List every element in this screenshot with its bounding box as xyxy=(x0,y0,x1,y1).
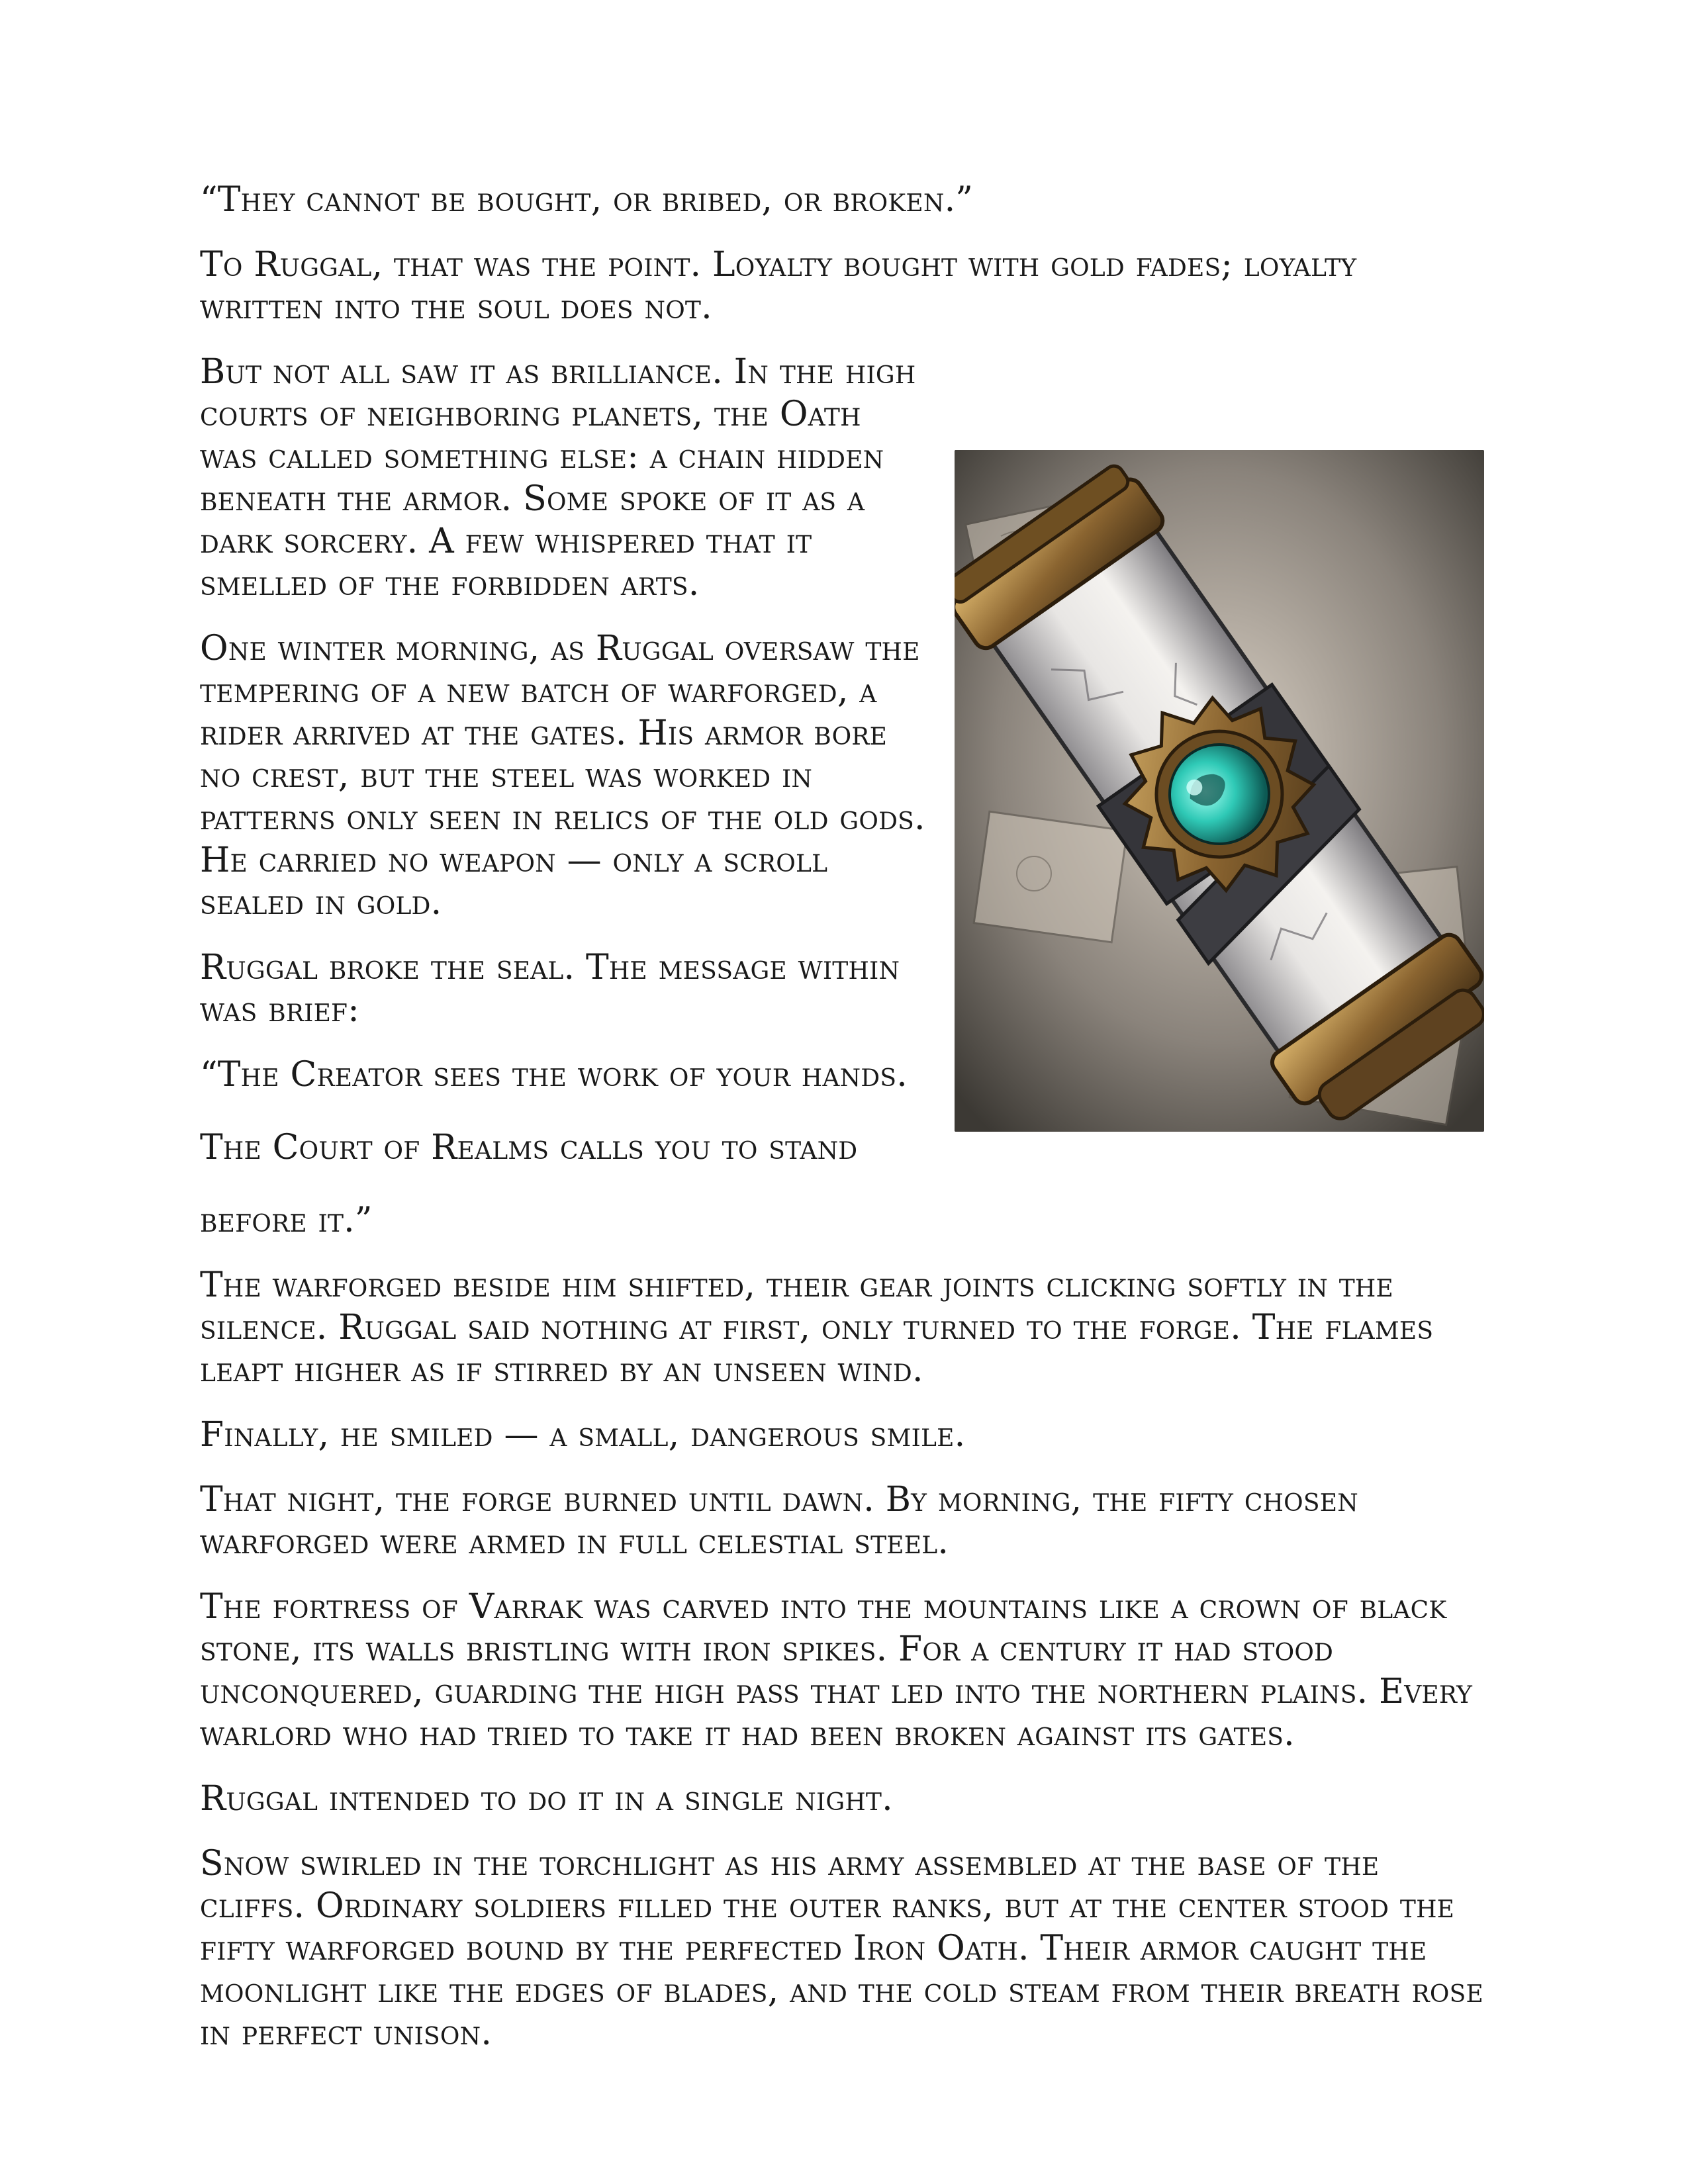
paragraph-fortress-varrak: The fortress of Varrak was carved into the mountains like a crown of black stone, its walls bristling with iron spikes. For a century it had stood unconquered, guarding the high pass that led into the northern plains. Every warlord who had tried to take it had been broken against its gates. xyxy=(200,1587,1473,1754)
paragraph-army-assembled: Snow swirled in the torchlight as his army assembled at the base of the cliffs. Ordinary soldiers filled the outer ranks, but at the center stood the fifty warforged bound by the perfected Iron Oath. Their armor caught the moonlight like the edges of blades, and the cold steam from their breath rose in perfect unison. xyxy=(200,1844,1483,2053)
paragraph-message-line-2: The Court of Realms calls you to stand xyxy=(200,1128,858,1167)
paragraph-message-line-1: “The Creator sees the work of your hands. xyxy=(200,1055,908,1095)
paragraph-forge-burned: That night, the forge burned until dawn. By morning, the fifty chosen warforged were armed in full celestial steel. xyxy=(200,1480,1358,1562)
paragraph-rider-arrives: One winter morning, as Ruggal oversaw the tempering of a new batch of warforged, a rider arrived at the gates. His armor bore no crest, but the steel was worked in patterns only seen in relics of the old gods. He carried no weapon — only a scroll sealed in gold. xyxy=(200,629,925,923)
paragraph-smile: Finally, he smiled — a small, dangerous smile. xyxy=(200,1415,966,1455)
paragraph-message-line-3: before it.” xyxy=(200,1201,373,1240)
paragraph-dark-sorcery: But not all saw it as brilliance. In the high courts of neighboring planets, the Oath was called something else: a chain hidden beneath the armor. Some spoke of it as a dark sorcery. A few whispered that it smelled of the forbidden arts. xyxy=(200,352,916,604)
paragraph-loyalty: To Ruggal, that was the point. Loyalty bought with gold fades; loyalty written into the soul does not. xyxy=(200,245,1357,327)
paragraph-warforged-shifted: The warforged beside him shifted, their gear joints clicking softly in the silence. Ruggal said nothing at first, only turned to the forge. The flames leapt higher as if stirred by an unseen wind. xyxy=(200,1265,1434,1390)
paragraph-single-night: Ruggal intended to do it in a single night. xyxy=(200,1779,893,1819)
scroll-illustration-icon xyxy=(955,450,1484,1132)
paragraph-oath-quote: “They cannot be bought, or bribed, or broken.” xyxy=(200,180,974,220)
document-page xyxy=(200,179,1484,2077)
paragraph-seal-broken: Ruggal broke the seal. The message within was brief: xyxy=(200,948,900,1030)
scroll-illustration xyxy=(955,450,1484,1132)
